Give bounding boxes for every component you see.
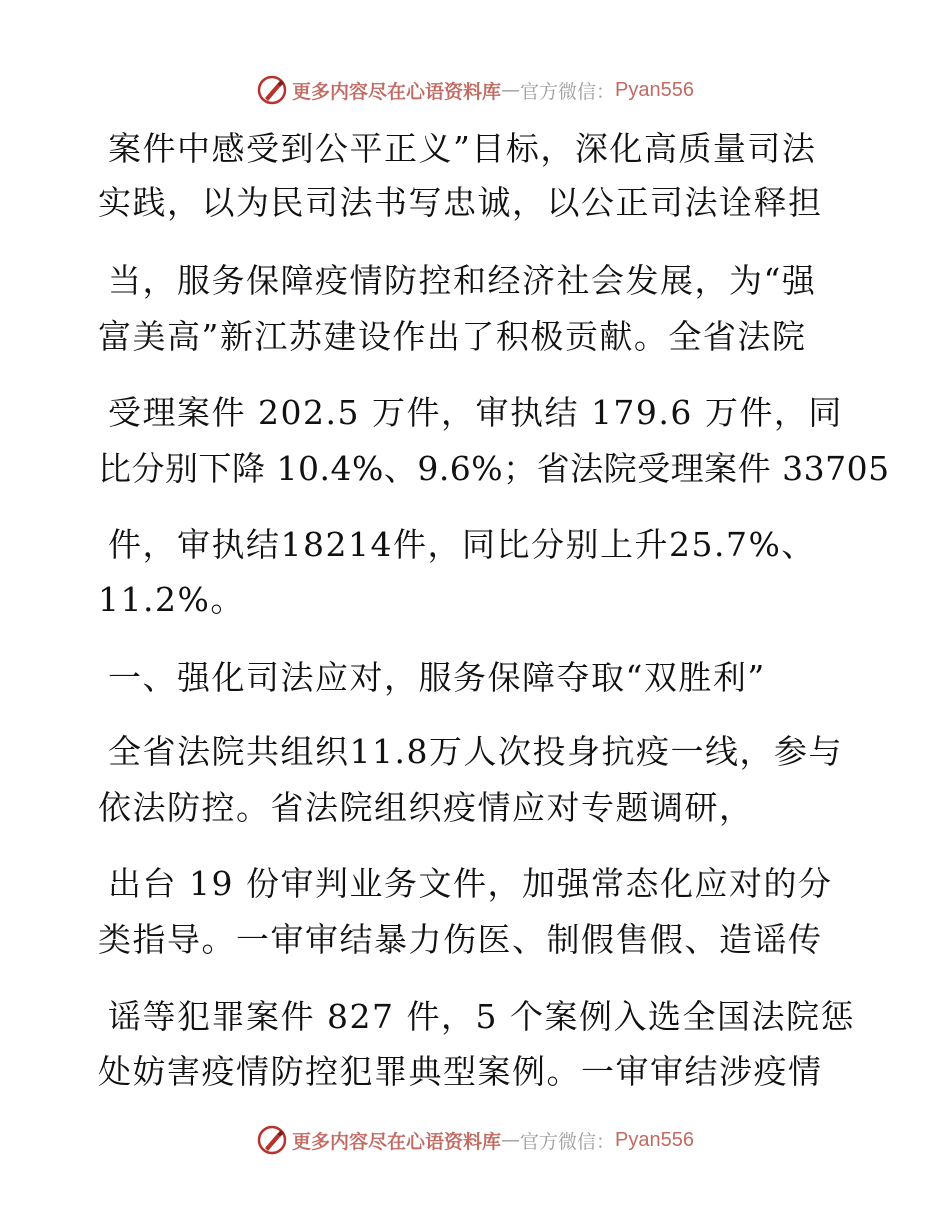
watermark-main-text: 更多内容尽在心语资料库: [292, 80, 502, 103]
footer-watermark: [0, 1120, 950, 1160]
section-heading: 一、强化司法应对，服务保障夺取“双胜利”: [108, 658, 766, 697]
watermark-main-text: 更多内容尽在心语资料库: [292, 1130, 502, 1153]
body-line: 处妨害疫情防控犯罪典型案例。一审审结涉疫情: [98, 1052, 823, 1091]
watermark-label: 官方微信：: [520, 1130, 616, 1153]
watermark-dash: —: [501, 79, 521, 101]
body-line: 件，审执结18214件，同比分别上升25.7%、: [108, 525, 816, 564]
body-line: 全省法院共组织11.8万人次投身抗疫一线，参与: [108, 732, 843, 771]
body-line: 类指导。一审审结暴力伤医、制假售假、造谣传: [98, 920, 823, 959]
body-line: 富美高”新江苏建设作出了积极贡献。全省法院: [98, 317, 807, 356]
body-line: 比分别下降 10.4%、9.6%；省法院受理案件 33705: [98, 449, 890, 488]
watermark-id: Pyan556: [615, 78, 694, 101]
body-line: 当，服务保障疫情防控和经济社会发展，为“强: [108, 261, 817, 300]
body-line: 实践，以为民司法书写忠诚，以公正司法诠释担: [98, 183, 823, 222]
watermark-label: 官方微信：: [520, 80, 616, 103]
body-line: 受理案件 202.5 万件，审执结 179.6 万件，同: [108, 393, 843, 432]
pen-logo-icon: [256, 74, 288, 106]
body-line: 谣等犯罪案件 827 件，5 个案例入选全国法院惩: [108, 997, 855, 1036]
body-line: 案件中感受到公平正义”目标，深化高质量司法: [108, 129, 817, 168]
header-watermark: [0, 70, 950, 110]
body-line: 11.2%。: [98, 580, 245, 619]
watermark-id: Pyan556: [615, 1128, 694, 1151]
watermark-dash: —: [501, 1129, 521, 1151]
body-line: 依法防控。省法院组织疫情应对专题调研，: [98, 788, 754, 827]
pen-logo-icon: [256, 1124, 288, 1156]
body-line: 出台 19 份审判业务文件，加强常态化应对的分: [108, 864, 833, 903]
